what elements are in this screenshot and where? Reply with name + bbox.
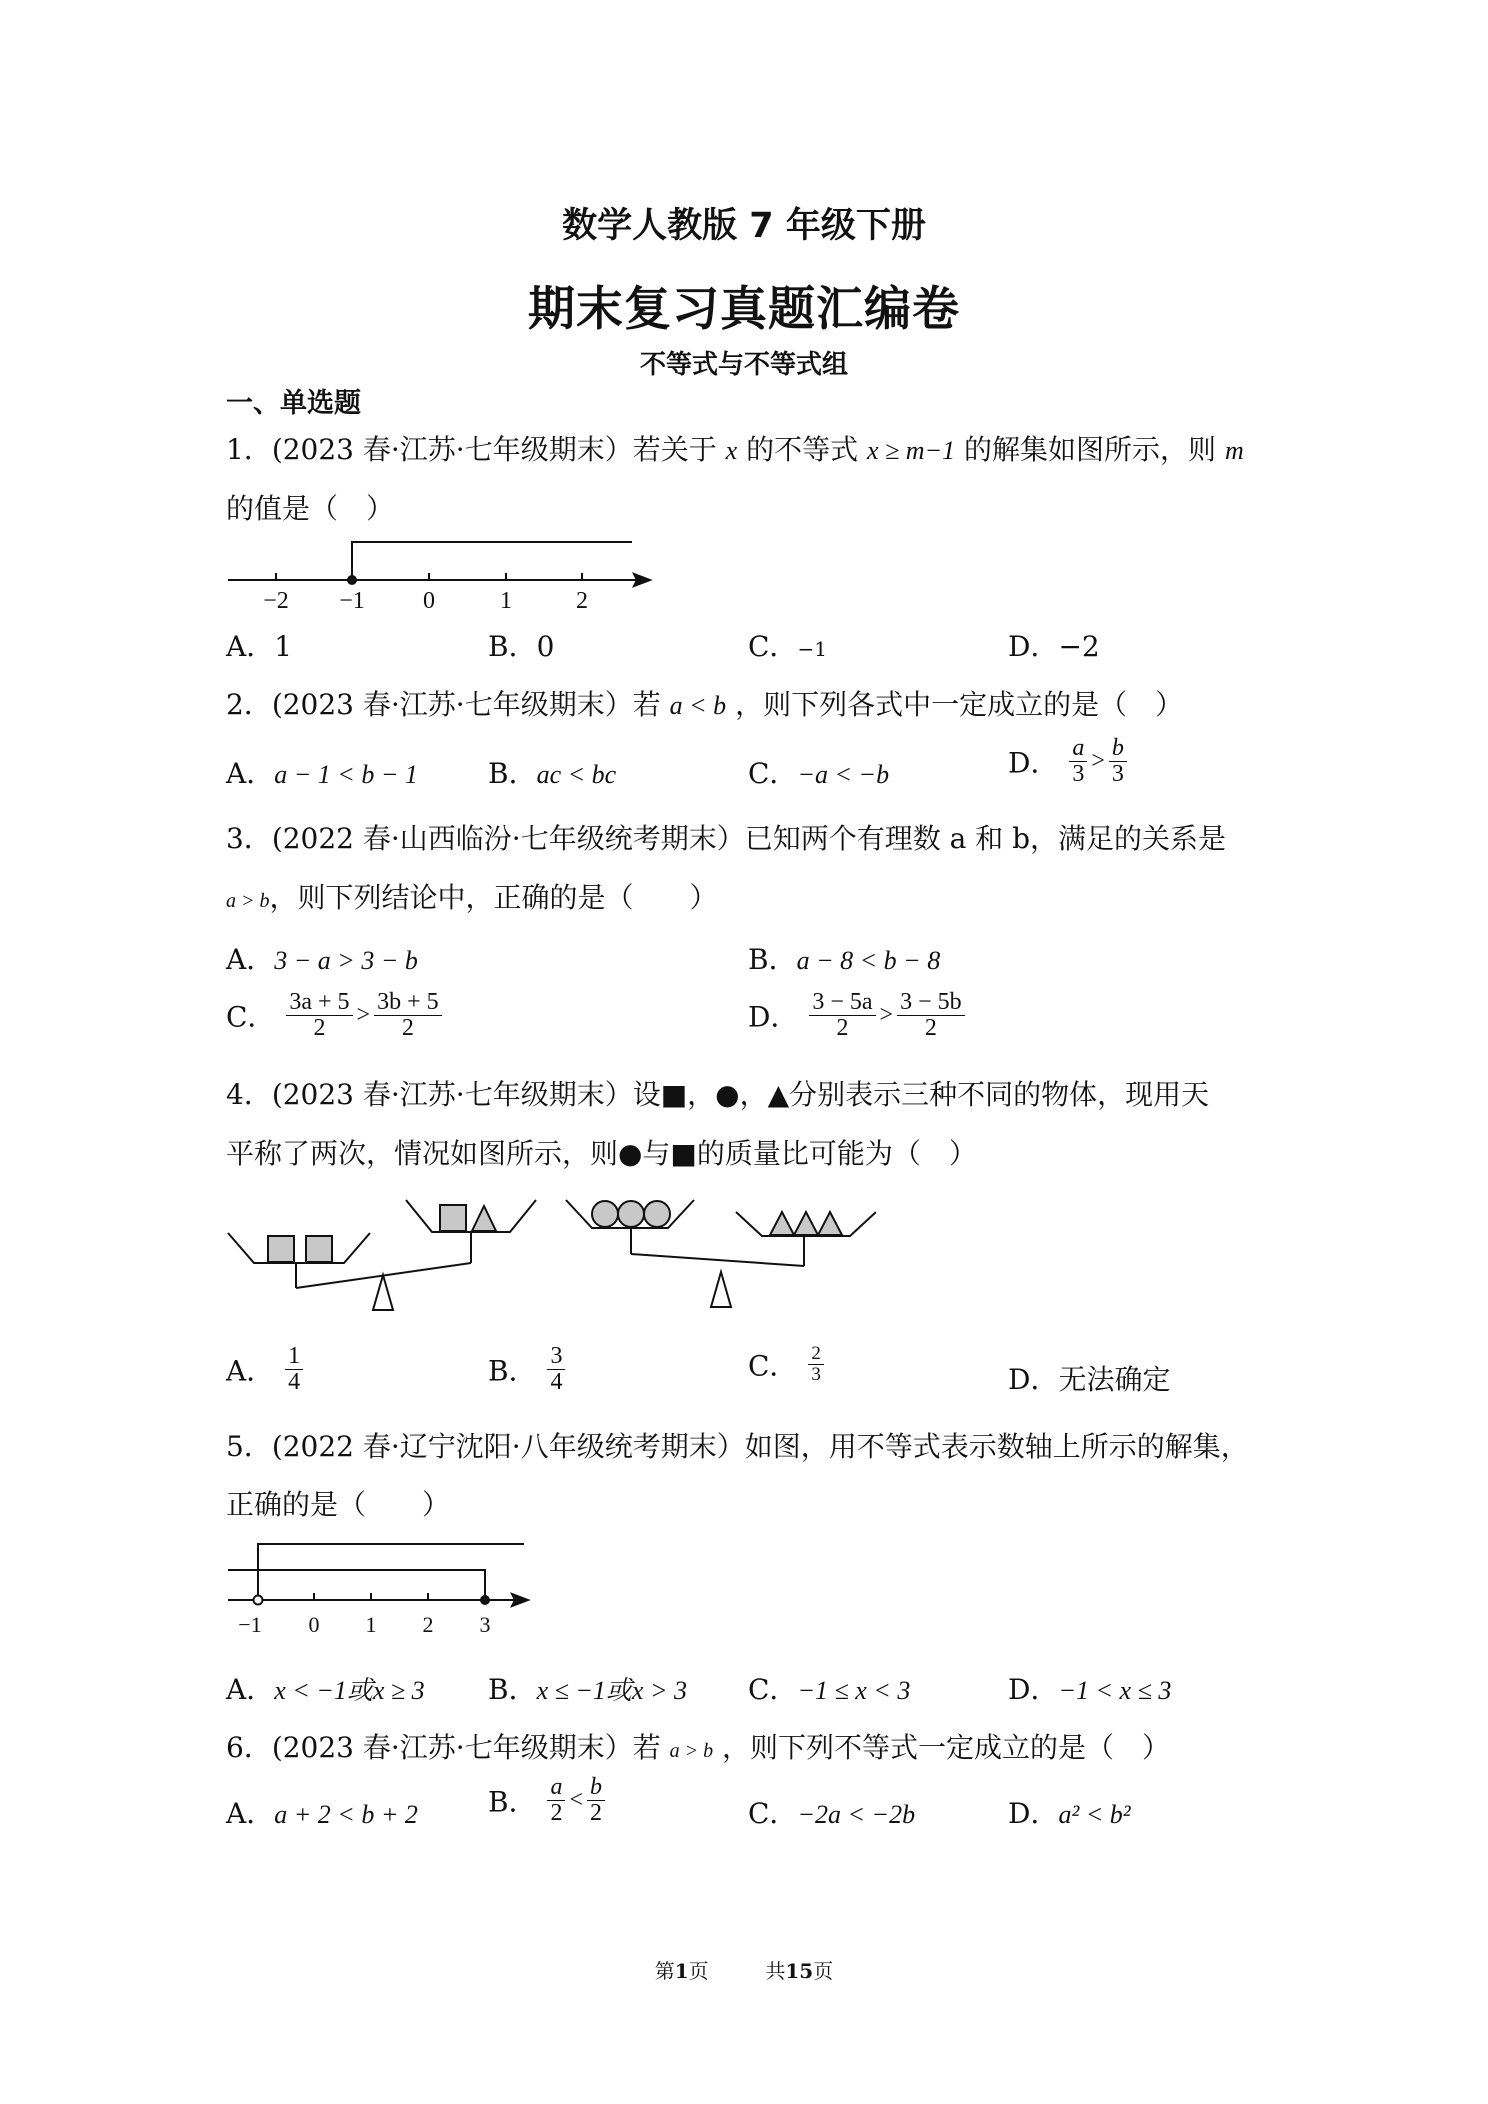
q2-option-b-expr: ac < bc xyxy=(536,760,617,789)
q1-text-a: 1．(2023 春·江苏·七年级期末）若关于 xyxy=(226,433,717,466)
q1-var-m: m xyxy=(1224,436,1244,465)
q3-c-operator: > xyxy=(356,1002,371,1029)
q1-closed-dot xyxy=(347,575,357,585)
q4-c-fraction: $\frac{2}{3}$ xyxy=(808,1344,824,1385)
q1-option-c-value: −1 xyxy=(797,637,827,661)
section-heading: 一、单选题 xyxy=(226,388,361,419)
option-label: A． xyxy=(226,1797,275,1830)
q3-option-b[interactable] xyxy=(748,938,940,978)
q1-option-c-label: C． xyxy=(748,630,798,663)
q4-option-a[interactable] xyxy=(226,1344,305,1395)
footer-total-number: 15 xyxy=(785,1959,814,1983)
circle-object-icon xyxy=(592,1201,618,1227)
q5-tick-label: −1 xyxy=(238,1612,262,1637)
q5-tick-label: 3 xyxy=(479,1612,491,1637)
q6-option-c[interactable] xyxy=(748,1792,915,1832)
q3-option-a[interactable] xyxy=(226,938,418,978)
q1-option-a[interactable]: A．1 xyxy=(226,630,293,663)
q3-d-fraction-1: $\frac{3 - 5a}{2}$ xyxy=(809,990,875,1041)
q3-c-fraction-2: $\frac{3b + 5}{2}$ xyxy=(374,990,442,1041)
option-label: A． xyxy=(226,1673,275,1706)
q5-option-b[interactable] xyxy=(488,1668,687,1708)
q2-condition: a < b xyxy=(669,691,727,720)
triangle-object-icon xyxy=(818,1212,842,1235)
q2-option-c-expr: −a < −b xyxy=(797,760,890,789)
question-4-line1: 4．(2023 春·江苏·七年级期末）设■，●，▲分别表示三种不同的物体，现用天 xyxy=(226,1078,1210,1111)
option-label: B． xyxy=(748,943,797,976)
q6-condition: a > b xyxy=(669,1740,714,1762)
q4-a-fraction: $\frac{1}{4}$ xyxy=(285,1344,303,1395)
q1-var-x: x xyxy=(725,436,738,465)
page-footer xyxy=(0,1955,1488,1984)
option-label: C． xyxy=(748,1349,798,1383)
question-6-line1 xyxy=(226,1726,1170,1766)
q1-tick-label: 1 xyxy=(500,588,512,614)
q6-option-a[interactable] xyxy=(226,1792,418,1832)
document-series-title: 数学人教版 7 年级下册 xyxy=(562,206,926,246)
triangle-object-icon xyxy=(770,1212,794,1235)
q3-option-d[interactable] xyxy=(748,990,967,1041)
q2-d-fraction-2: $\frac{b}{3}$ xyxy=(1109,736,1127,787)
q3-option-a-expr: 3 − a > 3 − b xyxy=(274,946,418,975)
q6-option-b[interactable] xyxy=(488,1775,607,1826)
q6-b-fraction-1: $\frac{a}{2}$ xyxy=(547,1775,565,1826)
q1-tick-label: −2 xyxy=(263,588,289,614)
q1-text-b: 的不等式 xyxy=(746,433,859,466)
q6-option-c-expr: −2a < −2b xyxy=(797,1800,916,1829)
q5-tick-label: 0 xyxy=(308,1612,320,1637)
q6-option-d[interactable] xyxy=(1008,1792,1131,1832)
option-label: B． xyxy=(488,757,537,790)
option-label: B． xyxy=(488,1785,537,1819)
q3-text-b: ，则下列结论中，正确的是（ ） xyxy=(269,881,718,914)
option-label: C． xyxy=(226,1000,276,1034)
document-main-title: 期末复习真题汇编卷 xyxy=(528,282,960,337)
q6-option-a-expr: a + 2 < b + 2 xyxy=(274,1800,418,1829)
option-label: B． xyxy=(488,1673,537,1706)
q2-option-a-expr: a − 1 < b − 1 xyxy=(274,760,418,789)
q4-b-fraction: $\frac{3}{4}$ xyxy=(547,1344,565,1395)
option-label: C． xyxy=(748,757,798,790)
footer-page-number: 1 xyxy=(674,1959,689,1983)
scale1-left-pan xyxy=(228,1233,370,1263)
q4-option-d[interactable]: D．无法确定 xyxy=(1008,1363,1171,1396)
q1-tick-label: 2 xyxy=(576,588,588,614)
q5-option-c[interactable] xyxy=(748,1668,910,1708)
q2-option-d[interactable] xyxy=(1008,736,1129,787)
q1-option-b[interactable]: B．0 xyxy=(488,630,555,663)
q3-d-operator: > xyxy=(879,1002,894,1029)
option-label: A． xyxy=(226,943,275,976)
option-label: A． xyxy=(226,1354,275,1388)
q1-option-c[interactable] xyxy=(748,625,827,665)
q4-option-c[interactable] xyxy=(748,1344,826,1385)
footer-total-prefix: 共 xyxy=(765,1959,786,1983)
scale2-fulcrum xyxy=(711,1272,731,1307)
footer-page-prefix: 第 xyxy=(654,1959,675,1983)
q2-option-c[interactable] xyxy=(748,752,889,792)
q1-solution-bracket xyxy=(352,542,632,580)
question-1-line2: 的值是（ ） xyxy=(226,492,395,525)
q5-tick-label: 1 xyxy=(365,1612,377,1637)
q5-option-c-expr: −1 ≤ x < 3 xyxy=(797,1676,911,1705)
q3-d-fraction-2: $\frac{3 - 5b}{2}$ xyxy=(897,990,965,1041)
q2-d-fraction-1: $\frac{a}{3}$ xyxy=(1069,736,1087,787)
q2-text-a: 2．(2023 春·江苏·七年级期末）若 xyxy=(226,688,661,721)
q5-option-a-expr: x < −1或x ≥ 3 xyxy=(274,1676,425,1705)
question-2-line1 xyxy=(226,683,1183,723)
q1-text-c: 的解集如图所示，则 xyxy=(964,433,1217,466)
question-4-line2: 平称了两次，情况如图所示，则●与■的质量比可能为（ ） xyxy=(226,1137,977,1170)
q2-option-b[interactable] xyxy=(488,752,616,792)
option-label: C． xyxy=(748,1673,798,1706)
option-label: D． xyxy=(1008,1797,1059,1830)
scale2-beam xyxy=(631,1254,804,1266)
question-5-line1: 5．(2022 春·辽宁沈阳·八年级统考期末）如图，用不等式表示数轴上所示的解集， xyxy=(226,1430,1249,1463)
q1-number-line-figure xyxy=(226,530,656,615)
q3-option-b-expr: a − 8 < b − 8 xyxy=(796,946,941,975)
q6-b-fraction-2: $\frac{b}{2}$ xyxy=(587,1775,605,1826)
q5-tick-label: 2 xyxy=(422,1612,434,1637)
q5-option-a[interactable] xyxy=(226,1668,425,1708)
question-3-line1: 3．(2022 春·山西临汾·七年级统考期末）已知两个有理数 a 和 b，满足的关系是 xyxy=(226,822,1227,855)
q4-option-b[interactable] xyxy=(488,1344,567,1395)
option-label: C． xyxy=(748,1797,798,1830)
q6-b-operator: < xyxy=(569,1787,584,1814)
footer-page-suffix: 页 xyxy=(688,1959,709,1983)
square-object-icon xyxy=(268,1236,294,1262)
q5-open-dot xyxy=(254,1596,263,1605)
balance-scale-1 xyxy=(228,1200,536,1310)
triangle-object-icon xyxy=(794,1212,818,1235)
q1-inequality: x ≥ m−1 xyxy=(866,436,956,465)
q5-number-line-figure xyxy=(226,1532,536,1644)
q1-tick-label: 0 xyxy=(423,588,435,614)
q2-d-operator: > xyxy=(1091,748,1105,775)
q3-c-fraction-1: $\frac{3a + 5}{2}$ xyxy=(286,990,352,1041)
q5-axis-arrow-icon xyxy=(512,1594,528,1606)
option-label: D． xyxy=(748,1000,799,1034)
q6-option-d-expr: a² < b² xyxy=(1058,1800,1131,1829)
q5-option-d[interactable] xyxy=(1008,1668,1171,1708)
question-3-line2 xyxy=(226,876,718,916)
option-label: D． xyxy=(1008,746,1059,780)
balance-scale-2 xyxy=(566,1200,876,1307)
circle-object-icon xyxy=(618,1201,644,1227)
circle-object-icon xyxy=(644,1201,670,1227)
question-1-line1 xyxy=(226,428,1244,468)
square-object-icon xyxy=(306,1236,332,1262)
q5-closed-dot xyxy=(480,1595,490,1605)
q1-axis-arrow-icon xyxy=(634,574,650,586)
document-topic-title: 不等式与不等式组 xyxy=(639,350,848,380)
q1-option-d[interactable]: D．−2 xyxy=(1008,630,1100,663)
q3-condition: a > b xyxy=(226,890,270,912)
q1-tick-label: −1 xyxy=(339,588,365,614)
q5-lower-bracket xyxy=(228,1570,485,1600)
square-object-icon xyxy=(440,1205,466,1231)
q2-text-b: ，则下列各式中一定成立的是（ ） xyxy=(735,688,1184,721)
option-label: B． xyxy=(488,1354,537,1388)
q6-text-a: 6．(2023 春·江苏·七年级期末）若 xyxy=(226,1731,661,1764)
scale1-fulcrum xyxy=(373,1275,393,1310)
option-label: A． xyxy=(226,757,275,790)
triangle-object-icon xyxy=(472,1206,496,1231)
q2-option-a[interactable] xyxy=(226,752,418,792)
footer-total-suffix: 页 xyxy=(813,1959,834,1983)
q6-text-b: ，则下列不等式一定成立的是（ ） xyxy=(722,1731,1171,1764)
option-label: D． xyxy=(1008,1673,1059,1706)
q5-option-b-expr: x ≤ −1或x > 3 xyxy=(536,1676,688,1705)
question-5-line2: 正确的是（ ） xyxy=(226,1488,451,1521)
q5-option-d-expr: −1 < x ≤ 3 xyxy=(1058,1676,1172,1705)
q3-option-c[interactable] xyxy=(226,990,444,1041)
q4-balance-scales-figure xyxy=(226,1188,876,1333)
scale1-right-pan xyxy=(406,1200,536,1232)
